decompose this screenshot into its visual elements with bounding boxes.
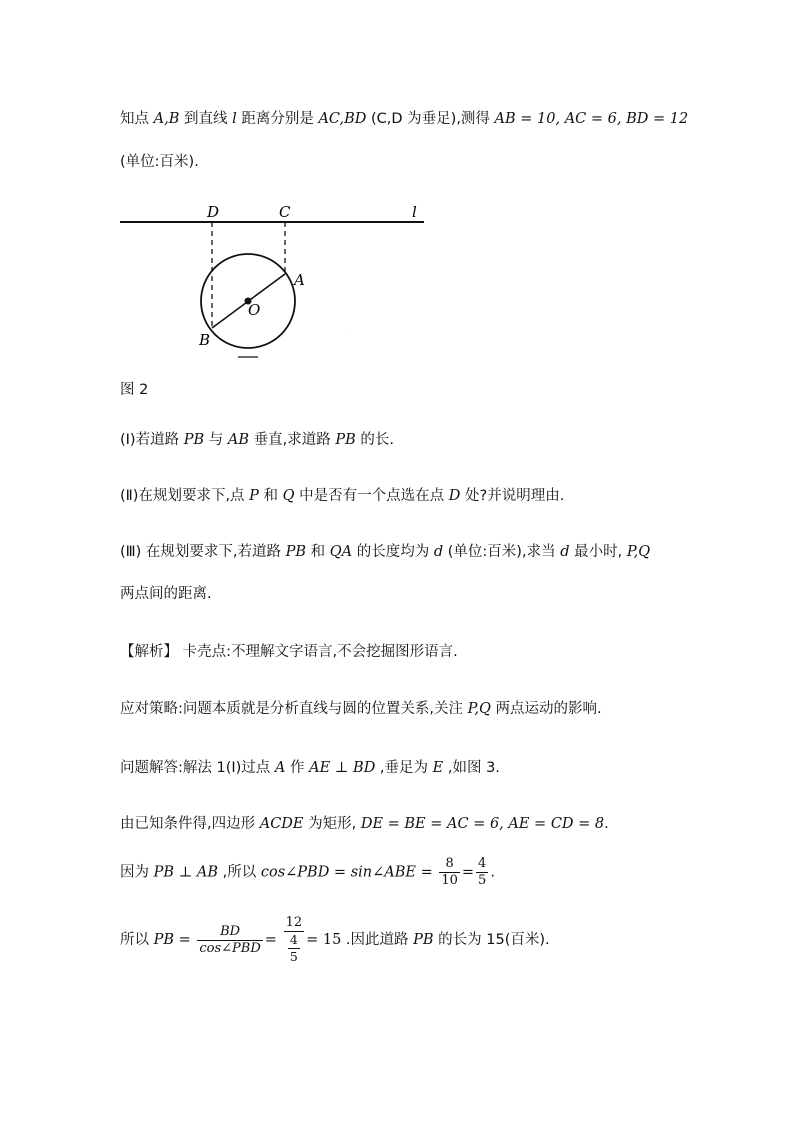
- fraction-4-5: [476, 856, 488, 889]
- question-3: [120, 540, 650, 561]
- intro-line-1: [120, 107, 688, 128]
- text: 因为: [120, 864, 154, 881]
- fraction-denominator: cos∠PBD: [199, 940, 261, 956]
- scan-dot: .: [346, 330, 347, 334]
- math: P,Q: [626, 544, 651, 560]
- figure-2: [118, 198, 426, 361]
- fraction-BD-over-cos: [197, 924, 262, 957]
- math: P,Q: [467, 701, 491, 717]
- text: ,如图 3.: [443, 760, 500, 776]
- text: 两点运动的影响.: [490, 701, 602, 717]
- math: DE = BE = AC = 6, AE = CD = 8: [360, 816, 605, 832]
- text: 作: [285, 760, 310, 776]
- math: A,B: [153, 111, 180, 127]
- text: 为矩形,: [303, 816, 361, 832]
- text: ,所以: [218, 864, 261, 881]
- text: (Ⅲ) 在规划要求下,若道路: [120, 544, 286, 560]
- text: .: [604, 816, 609, 832]
- fraction-numerator: BD: [197, 924, 262, 941]
- text: (单位:百米),求当: [443, 544, 561, 560]
- question-2: [120, 484, 564, 505]
- label-A: A: [294, 271, 305, 289]
- math: PB: [183, 432, 205, 448]
- text: (C,D 为垂足),测得: [366, 111, 495, 127]
- text: 知点: [120, 111, 154, 127]
- text: ,垂足为: [375, 760, 433, 776]
- label-O: O: [248, 301, 261, 319]
- text: 的长为 15(百米).: [433, 932, 550, 948]
- math: AC,BD: [318, 111, 367, 127]
- math: AE ⊥ BD: [309, 760, 376, 776]
- math: AB: [227, 432, 249, 448]
- text: .: [490, 864, 495, 881]
- nested-fraction-4-5: [288, 932, 300, 965]
- analysis-condition: [120, 812, 609, 833]
- math: PB =: [153, 932, 191, 948]
- question-1: [120, 428, 394, 449]
- analysis-answer: [120, 756, 500, 777]
- math: D: [448, 488, 461, 504]
- figure-caption: 图 2: [120, 382, 149, 398]
- text: (Ⅰ)若道路: [120, 432, 184, 448]
- text: 的长度均为: [352, 544, 434, 560]
- label-B: B: [199, 331, 211, 349]
- text: 和: [258, 488, 283, 504]
- analysis-since: [120, 856, 495, 889]
- math: E: [432, 760, 444, 776]
- text: 中是否有一个点选在点: [294, 488, 449, 504]
- fraction-denominator: [284, 932, 305, 965]
- math: PB: [285, 544, 307, 560]
- math: l: [232, 111, 237, 127]
- label-l: l: [412, 203, 417, 221]
- analysis-so: [120, 915, 550, 965]
- equals-sign: =: [461, 864, 475, 881]
- question-3-line-2: 两点间的距离.: [120, 586, 212, 602]
- math: PB ⊥ AB: [153, 864, 219, 881]
- math: d: [560, 544, 570, 560]
- intro-line-2: (单位:百米).: [120, 154, 199, 170]
- text: 问题解答:解法 1(Ⅰ)过点: [120, 760, 275, 776]
- fraction-numerator: 8: [439, 856, 460, 873]
- math: PB: [413, 932, 434, 948]
- math: Q: [282, 488, 295, 504]
- math: A: [274, 760, 286, 776]
- math: cos∠PBD = sin∠ABE =: [260, 864, 433, 881]
- fraction-numerator: 12: [285, 915, 303, 930]
- equals-sign: =: [264, 932, 277, 948]
- math: P: [249, 488, 259, 504]
- math: ACDE: [259, 816, 304, 832]
- analysis-kadian: [120, 640, 458, 661]
- text: 到直线: [179, 111, 233, 127]
- fraction-denominator: 10: [441, 873, 458, 888]
- fraction-numerator: 4: [289, 932, 298, 947]
- fraction-denominator: 5: [478, 873, 487, 888]
- math: QA: [329, 544, 353, 560]
- text: 与: [204, 432, 228, 448]
- math: PB: [335, 432, 356, 448]
- math: d: [433, 544, 444, 560]
- text: 最小时,: [569, 544, 627, 560]
- math: AB = 10, AC = 6, BD = 12: [494, 111, 689, 127]
- fraction-8-10: [439, 856, 460, 889]
- text: 的长.: [355, 432, 394, 448]
- result-value: = 15: [306, 932, 342, 948]
- label-C: C: [279, 203, 291, 221]
- text: 卡壳点:不理解文字语言,不会挖掘图形语言.: [178, 644, 458, 660]
- label-D: D: [207, 203, 220, 221]
- text: 所以: [120, 932, 154, 948]
- text: 应对策略:问题本质就是分析直线与圆的位置关系,关注: [120, 701, 468, 717]
- text: .因此道路: [341, 932, 414, 948]
- text: (Ⅱ)在规划要求下,点: [120, 488, 250, 504]
- fraction-numerator: 4: [478, 856, 487, 871]
- analysis-tag: 【解析】: [120, 644, 178, 660]
- fraction-denominator: 5: [289, 949, 298, 964]
- fraction-12-over-4-5: [284, 915, 305, 965]
- geometry-diagram: [118, 198, 426, 361]
- text: 和: [306, 544, 330, 560]
- text: 由已知条件得,四边形: [120, 816, 260, 832]
- text: 垂直,求道路: [248, 432, 336, 448]
- text: 距离分别是: [236, 111, 319, 127]
- text: 处?并说明理由.: [460, 488, 565, 504]
- analysis-strategy: [120, 697, 602, 718]
